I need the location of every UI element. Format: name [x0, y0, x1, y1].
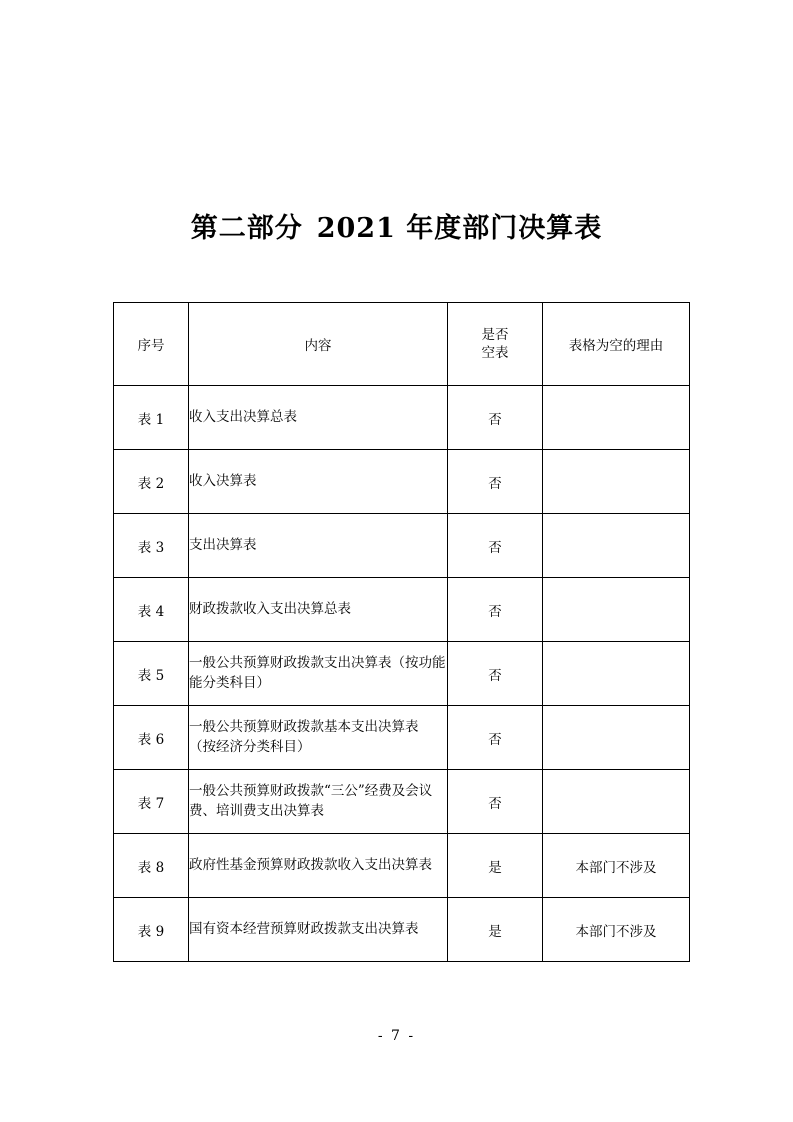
table-row	[114, 450, 690, 514]
cell-content: 一般公共预算财政拨款支出决算表（按功能能分类科目）	[189, 642, 448, 706]
cell-reason	[543, 578, 690, 642]
statement-list-table	[113, 302, 690, 962]
cell-reason	[543, 386, 690, 450]
cell-is-empty: 否	[448, 450, 543, 514]
page-title-part: 第二部分	[190, 213, 303, 244]
table-row	[114, 386, 690, 450]
decl-table-wrapper	[113, 302, 689, 962]
cell-is-empty: 是	[448, 834, 543, 898]
table-row	[114, 834, 690, 898]
cell-is-empty: 否	[448, 706, 543, 770]
header-cell-reason: 表格为空的理由	[543, 303, 690, 386]
page-title	[0, 206, 793, 245]
cell-content: 收入支出决算总表	[189, 386, 448, 450]
cell-content: 政府性基金预算财政拨款收入支出决算表	[189, 834, 448, 898]
cell-content: 收入决算表	[189, 450, 448, 514]
cell-reason: 本部门不涉及	[543, 834, 690, 898]
header-cell-is-empty	[448, 303, 543, 386]
cell-reason	[543, 642, 690, 706]
table-row	[114, 706, 690, 770]
cell-content: 国有资本经营预算财政拨款支出决算表	[189, 898, 448, 962]
cell-is-empty: 是	[448, 898, 543, 962]
cell-content: 财政拨款收入支出决算总表	[189, 578, 448, 642]
cell-no: 表 8	[114, 834, 189, 898]
cell-is-empty: 否	[448, 578, 543, 642]
cell-reason	[543, 514, 690, 578]
page-number: - 7 -	[377, 1028, 416, 1044]
cell-reason	[543, 450, 690, 514]
cell-no: 表 7	[114, 770, 189, 834]
table-row	[114, 578, 690, 642]
cell-is-empty: 否	[448, 514, 543, 578]
header-cell-is-empty-line2: 空表	[481, 345, 509, 361]
cell-no: 表 3	[114, 514, 189, 578]
cell-no: 表 9	[114, 898, 189, 962]
header-cell-no: 序号	[114, 303, 189, 386]
cell-no: 表 5	[114, 642, 189, 706]
cell-reason: 本部门不涉及	[543, 898, 690, 962]
page-title-main: 2021 年度部门决算表	[316, 213, 603, 244]
table-row	[114, 514, 690, 578]
cell-content: 支出决算表	[189, 514, 448, 578]
table-row	[114, 898, 690, 962]
header-cell-is-empty-line1: 是否	[481, 326, 509, 343]
header-cell-content: 内容	[189, 303, 448, 386]
cell-is-empty: 否	[448, 642, 543, 706]
cell-content: 一般公共预算财政拨款“三公”经费及会议费、培训费支出决算表	[189, 770, 448, 834]
cell-no: 表 1	[114, 386, 189, 450]
cell-no: 表 4	[114, 578, 189, 642]
cell-content: 一般公共预算财政拨款基本支出决算表 （按经济分类科目）	[189, 706, 448, 770]
table-row	[114, 770, 690, 834]
cell-reason	[543, 770, 690, 834]
cell-is-empty: 否	[448, 770, 543, 834]
cell-no: 表 2	[114, 450, 189, 514]
table-header-row	[114, 303, 690, 386]
table-row	[114, 642, 690, 706]
cell-is-empty: 否	[448, 386, 543, 450]
cell-reason	[543, 706, 690, 770]
cell-no: 表 6	[114, 706, 189, 770]
